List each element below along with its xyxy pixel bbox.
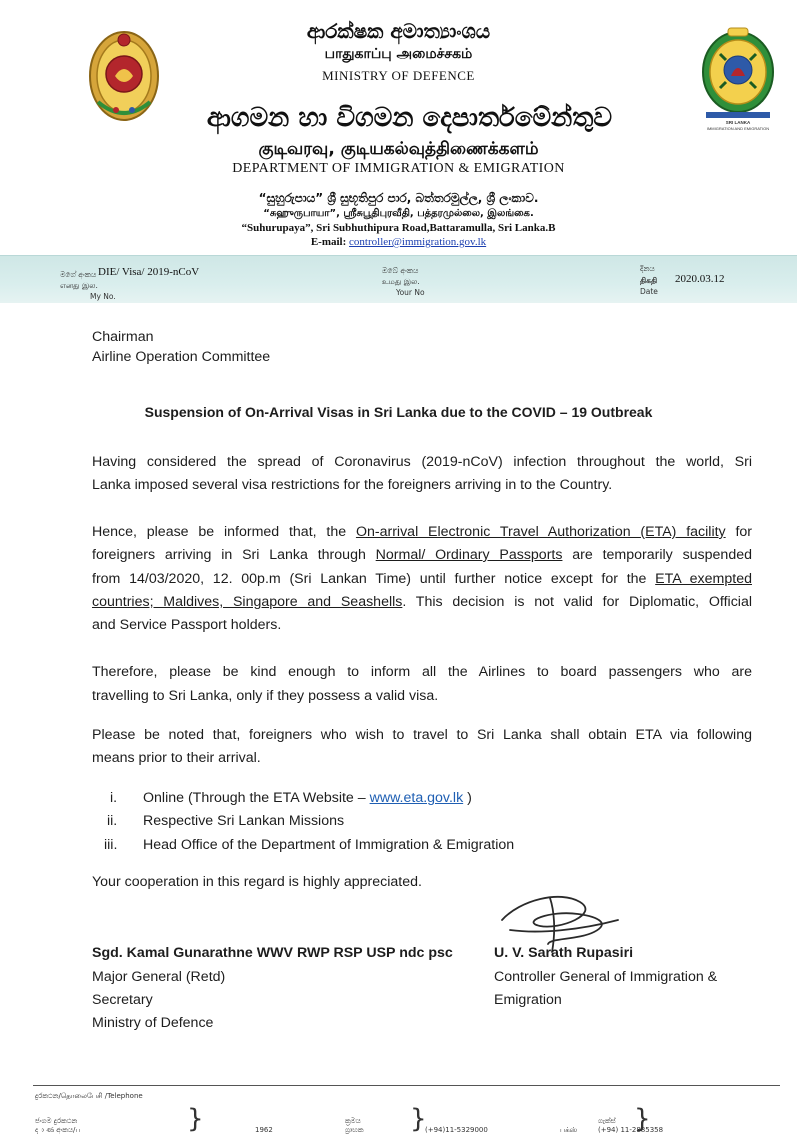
list-item-number: iii.: [104, 837, 118, 853]
footer-brace: }: [410, 1104, 427, 1134]
paragraph-1-line-2: Lanka imposed several visa restrictions for the foreigners arriving in to the Country.: [92, 477, 613, 493]
footer-divider: [33, 1085, 780, 1086]
right-signatory-name: U. V. Sarath Rupasiri: [494, 945, 634, 961]
exempted-countries-phrase: countries; Maldives, Singapore and Seashells: [92, 594, 403, 610]
footer-label-3: ගැක්ස්: [598, 1117, 616, 1125]
your-no-label-tamil: உமது இல.: [382, 277, 420, 286]
p2-l1-text-b: for: [725, 524, 753, 540]
date-label-english: Date: [640, 287, 658, 296]
paragraph-1-line-1: Having considered the spread of Coronavirus (2019-nCoV) infection throughout the world, Sri: [92, 454, 752, 470]
eta-facility-phrase: On-arrival Electronic Travel Authorization (ETA) facility: [355, 524, 726, 540]
left-signatory-name: Sgd. Kamal Gunarathne WWV RWP RSP USP ndc psc: [92, 945, 453, 961]
footer-number-1: 1962: [255, 1126, 273, 1134]
p2-l3-text-a: from 14/03/2020, 12. 00p.m (Sri Lankan Time) until further notice except for the: [92, 571, 656, 587]
ministry-name-sinhala: ආරක්ෂක අමාත්‍යාංශය: [306, 19, 491, 43]
paragraph-3-line-1: Therefore, please be kind enough to inform all the Airlines to board passengers who are: [92, 664, 752, 680]
date-value: 2020.03.12: [675, 273, 725, 285]
list-item: [143, 790, 472, 806]
list-item-text-end: ): [463, 790, 472, 806]
reference-band: [0, 255, 797, 303]
subject-heading: Suspension of On-Arrival Visas in Sri Lanka due to the COVID – 19 Outbreak: [144, 404, 653, 420]
date-label-tamil: திகதி: [640, 276, 658, 285]
eta-exempted-phrase: ETA exempted: [655, 571, 752, 587]
paragraph-2-line-4: [92, 594, 752, 610]
my-no-value: DIE/ Visa/ 2019-nCoV: [98, 266, 200, 278]
list-item-number: ii.: [107, 813, 118, 829]
right-emblem-caption-2: IMMIGRATION AND EMIGRATION: [706, 126, 770, 131]
p2-l1-text-a: Hence, please be informed that, the: [92, 524, 356, 540]
my-no-label-sinhala: මගේ අංකය: [60, 270, 97, 279]
ministry-name-tamil: பாதுகாப்பு அமைச்சகம்: [324, 46, 473, 62]
footer-label-2: ක්‍රමය: [345, 1117, 361, 1125]
closing-line: Your cooperation in this regard is highly appreciated.: [92, 874, 422, 890]
addressee-line-1: Chairman: [92, 329, 154, 345]
left-signatory-title-1: Major General (Retd): [92, 969, 226, 985]
paragraph-4-line-2: means prior to their arrival.: [92, 750, 261, 766]
footer-label-3b: பக்ஸ்: [560, 1126, 578, 1134]
paragraph-2-line-5: and Service Passport holders.: [92, 617, 282, 633]
footer-number-3: (+94) 11-2885358: [598, 1126, 664, 1134]
ministry-name-english: MINISTRY OF DEFENCE: [322, 68, 475, 83]
date-label-sinhala: දිනය: [640, 264, 655, 273]
address-tamil: “சுஹுருபாயா”, ஸ்ரீசுபூதிபுரவீதி, பத்தரமுல்லை, இலங்கை.: [263, 208, 534, 219]
footer-row-label: ද ා ණ අංකය/ப: [35, 1126, 81, 1134]
paragraph-2-line-3: [92, 571, 752, 587]
email-label: E-mail:: [310, 236, 347, 248]
your-no-label-sinhala: ඔබේ අංකය: [382, 266, 419, 275]
email-line: [0, 236, 797, 248]
department-name-tamil: குடிவரவு, குடியகல்வுத்திணைக்களம்: [258, 139, 539, 159]
department-name-sinhala: ආගමන හා විගමන දෙපාර්තමේන්තුව: [206, 103, 613, 133]
your-no-label-english: Your No: [396, 288, 425, 297]
p2-l2-text-a: foreigners arriving in Sri Lanka through: [92, 547, 376, 563]
address-sinhala: “සුහුරුපාය” ශ්‍රී සුභූතිපුර පාර, බත්තරමුල්ල, ශ්‍රී ලංකාව.: [258, 191, 539, 205]
left-signatory-title-2: Secretary: [92, 992, 153, 1008]
right-emblem-caption-1: SRI LANKA: [725, 120, 751, 125]
list-item-number: i.: [110, 790, 118, 806]
footer-mobile-label: ජංගම දුරකථන: [35, 1117, 78, 1125]
my-no-label-english: My No.: [90, 292, 116, 301]
paragraph-3-line-2: travelling to Sri Lanka, only if they possess a valid visa.: [92, 688, 439, 704]
passport-type-phrase: Normal/ Ordinary Passports: [375, 547, 563, 563]
address-english: “Suhurupaya”, Sri Subhuthipura Road,Battaramulla, Sri Lanka.B: [241, 222, 556, 234]
footer-brace: }: [187, 1104, 204, 1134]
footer-brace: }: [634, 1104, 651, 1134]
paragraph-4-line-1: Please be noted that, foreigners who wish to travel to Sri Lanka shall obtain ETA via following: [92, 727, 752, 743]
addressee-line-2: Airline Operation Committee: [92, 349, 271, 365]
p2-l2-text-b: are temporarily suspended: [562, 547, 752, 563]
email-link[interactable]: controller@immigration.gov.lk: [349, 236, 487, 248]
eta-website-link[interactable]: www.eta.gov.lk: [369, 790, 464, 806]
department-name-english: DEPARTMENT OF IMMIGRATION & EMIGRATION: [232, 161, 565, 176]
footer-label-2b: ග්‍රාහක: [345, 1126, 364, 1134]
paragraph-2-line-1: [92, 524, 752, 540]
right-signatory-title-2: Emigration: [494, 992, 562, 1008]
footer-number-2: (+94)11-5329000: [425, 1126, 488, 1134]
paragraph-2-line-2: [92, 547, 752, 563]
list-item-text: Online (Through the ETA Website –: [143, 790, 370, 806]
p2-l4-text-b: . This decision is not valid for Diplomatic, Official: [402, 594, 752, 610]
right-signatory-title-1: Controller General of Immigration &: [494, 969, 718, 985]
telephone-label: දුරකථන/தொலைபேசி /Telephone: [35, 1092, 143, 1100]
list-item: Respective Sri Lankan Missions: [143, 813, 345, 829]
list-item: Head Office of the Department of Immigration & Emigration: [143, 837, 515, 853]
left-signatory-title-3: Ministry of Defence: [92, 1015, 214, 1031]
my-no-label-tamil: எனது இல.: [60, 281, 98, 290]
